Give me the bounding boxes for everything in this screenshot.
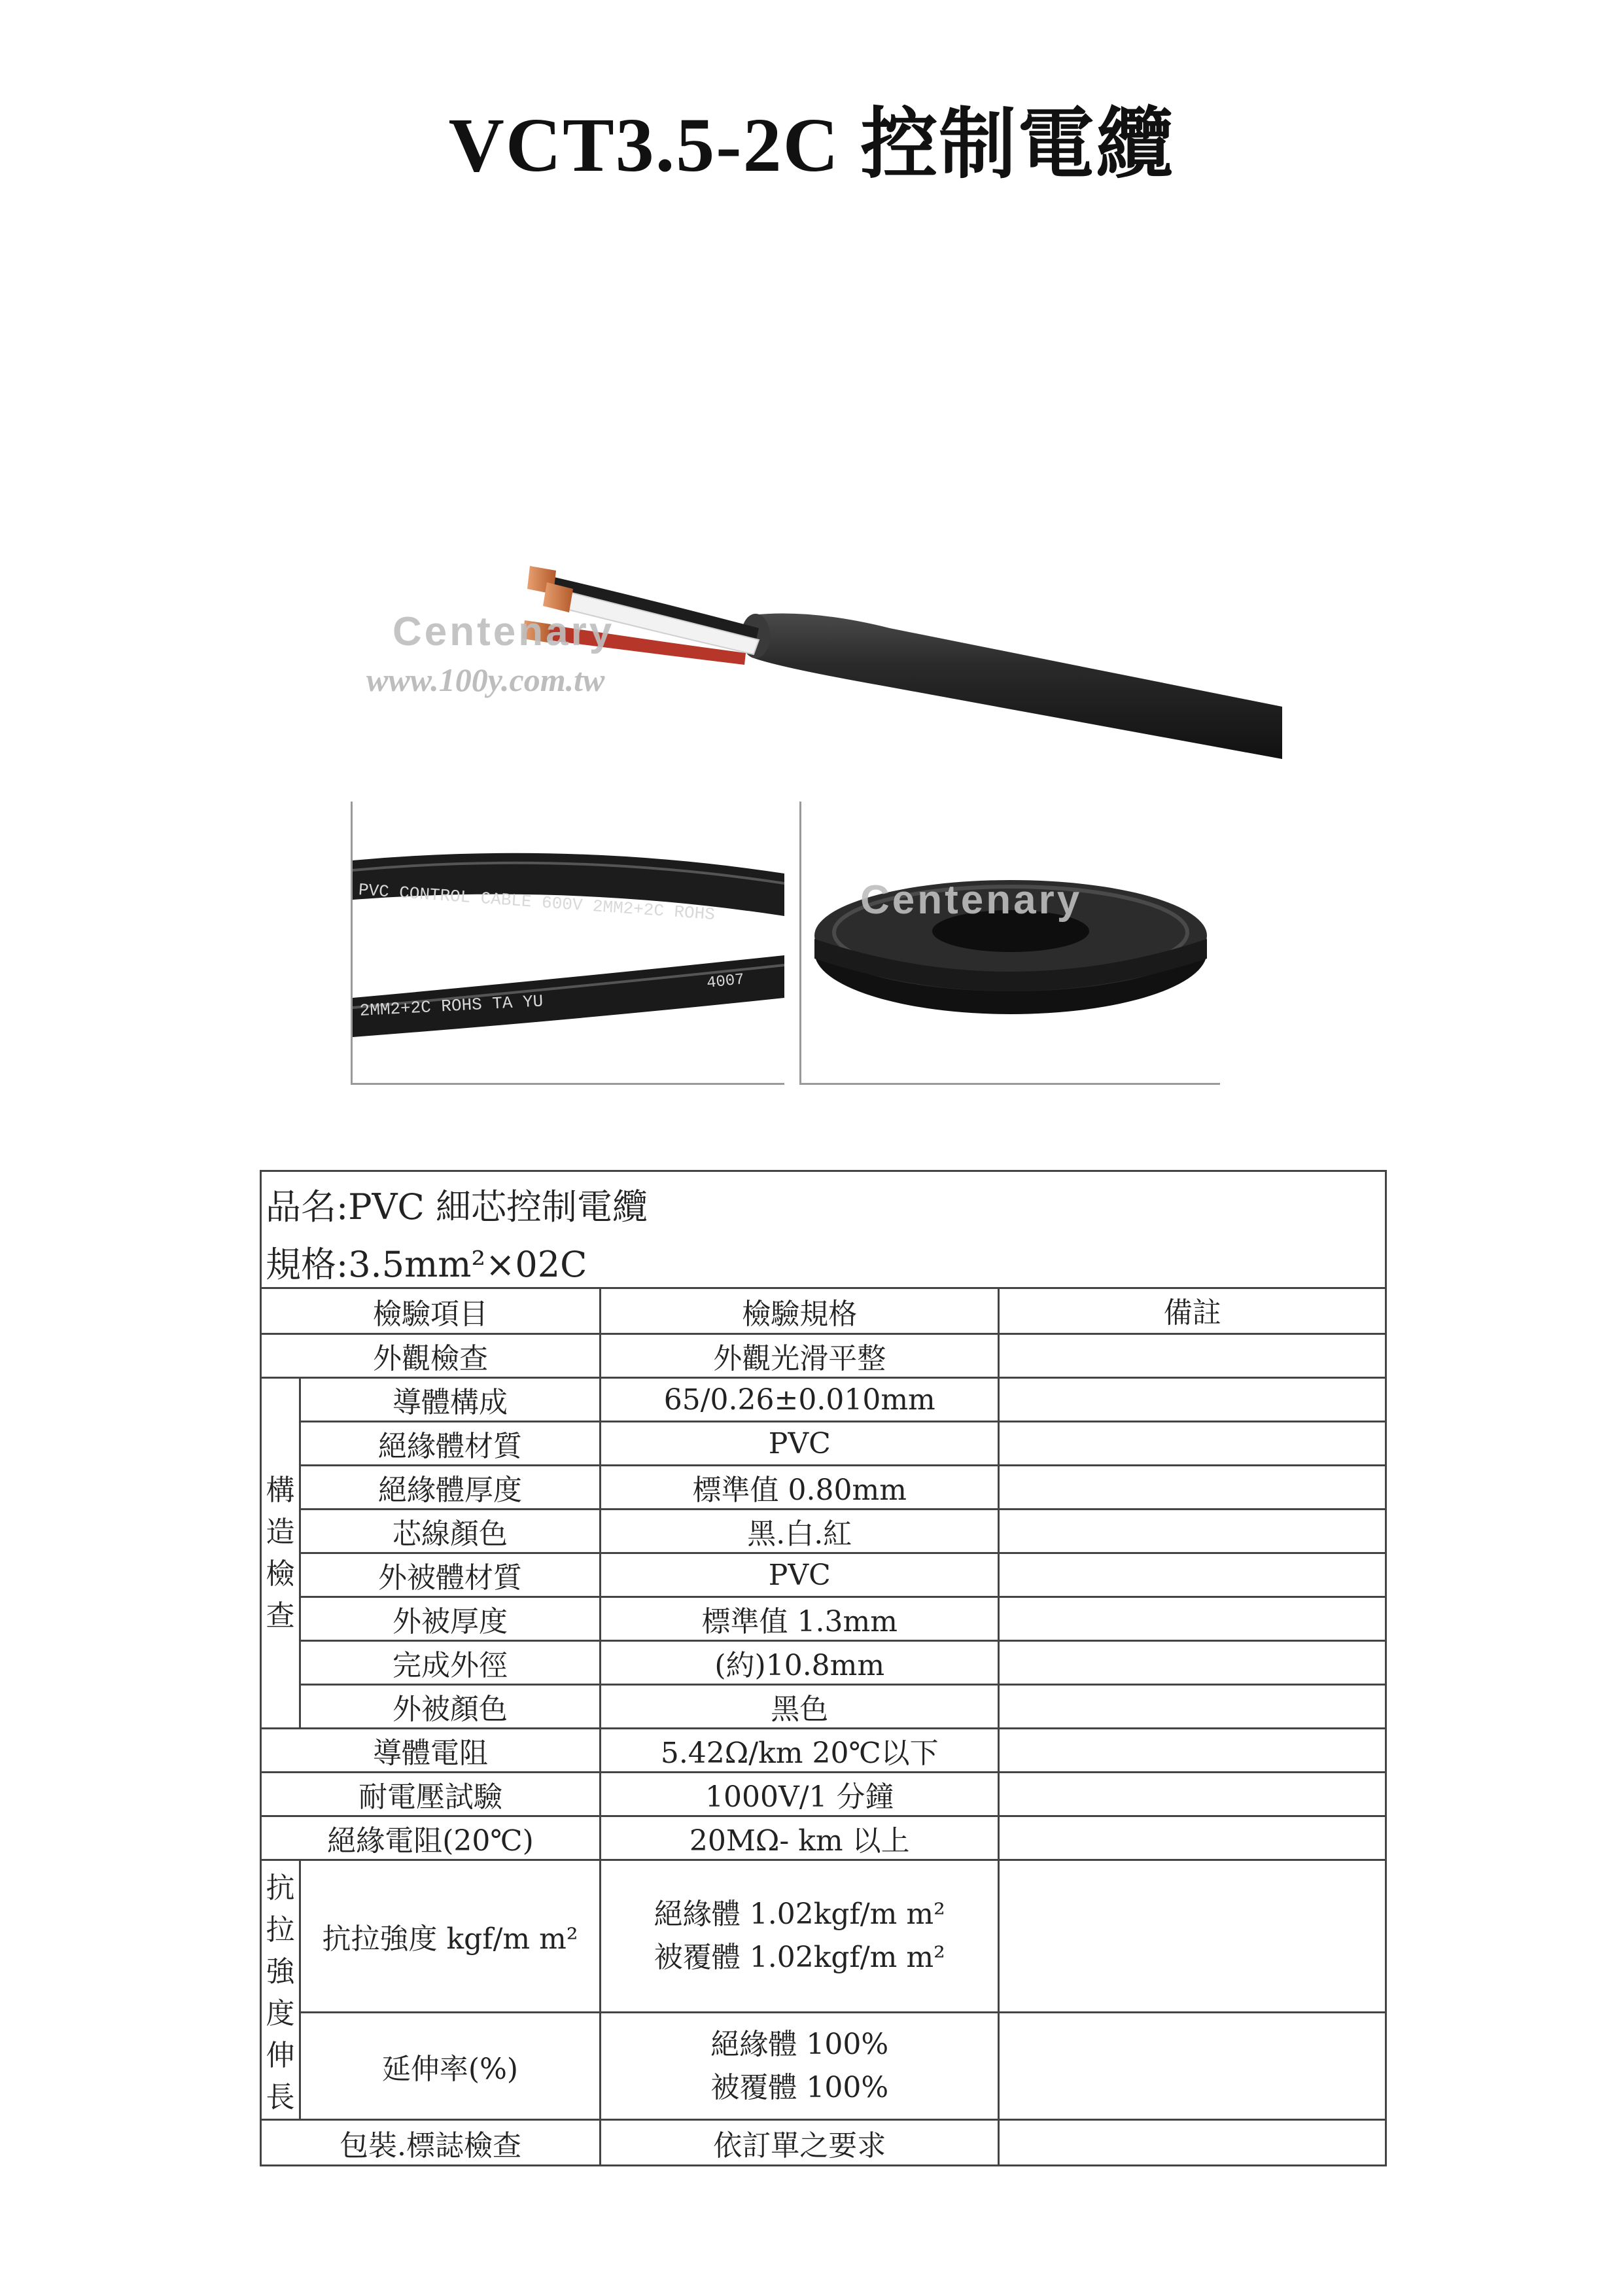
- table-row: [261, 1378, 1386, 1422]
- product-name-row: [261, 1171, 1386, 1237]
- row-note: [999, 1641, 1386, 1685]
- table-row: [261, 2120, 1386, 2166]
- row-spec: 1000V/1 分鐘: [601, 1773, 999, 1816]
- row-item: 延伸率(%): [300, 2013, 600, 2120]
- table-row: [261, 1729, 1386, 1773]
- col-header-spec: 檢驗規格: [601, 1288, 999, 1334]
- table-row: [261, 1685, 1386, 1729]
- row-note: [999, 1466, 1386, 1510]
- row-spec: 標準值 0.80mm: [601, 1466, 999, 1510]
- cable-end-photo: [353, 537, 1282, 772]
- cable-print-text-3: 4007: [706, 970, 746, 993]
- row-spec: 黑.白.紅: [601, 1510, 999, 1553]
- table-header-row: [261, 1288, 1386, 1334]
- cable-coil-photo: [799, 802, 1220, 1085]
- row-item: 包裝.標誌檢查: [261, 2120, 601, 2166]
- row-note: [999, 1334, 1386, 1378]
- table-row: [261, 1597, 1386, 1641]
- row-item: 絕緣體厚度: [300, 1466, 600, 1510]
- cable-print-text-1: PVC CONTROL CABLE 600V 2MM2+2C ROHS: [357, 880, 716, 925]
- table-row: [261, 1553, 1386, 1597]
- tensile-group-label: 抗 拉 強 度 伸 長: [261, 1860, 300, 2120]
- row-note: [999, 1597, 1386, 1641]
- watermark-url-1: www.100y.com.tw: [366, 662, 605, 698]
- row-item: 導體電阻: [261, 1729, 601, 1773]
- row-item: 導體構成: [300, 1378, 600, 1422]
- spec-line: 規格:3.5mm²×02C: [261, 1237, 1386, 1288]
- col-header-item: 檢驗項目: [261, 1288, 601, 1334]
- watermark-brand-1: Centenary: [393, 609, 615, 654]
- spec-line-row: [261, 1237, 1386, 1288]
- row-spec: PVC: [601, 1553, 999, 1597]
- product-name: 品名:PVC 細芯控制電纜: [261, 1171, 1386, 1237]
- watermark-brand-2: Centenary: [860, 877, 1083, 923]
- page-title: VCT3.5-2C 控制電纜: [448, 102, 1175, 188]
- row-note: [999, 1378, 1386, 1422]
- table-row: [261, 2013, 1386, 2120]
- table-row: [261, 1466, 1386, 1510]
- row-spec: 外觀光滑平整: [601, 1334, 999, 1378]
- row-item: 外被顏色: [300, 1685, 600, 1729]
- row-item: 完成外徑: [300, 1641, 600, 1685]
- table-row: [261, 1816, 1386, 1860]
- row-spec: 標準值 1.3mm: [601, 1597, 999, 1641]
- row-note: [999, 1510, 1386, 1553]
- row-item: 外被厚度: [300, 1597, 600, 1641]
- row-item: 外觀檢查: [261, 1334, 601, 1378]
- cable-print-photo: [351, 802, 784, 1085]
- col-header-note: 備註: [999, 1288, 1386, 1334]
- row-item: 外被體材質: [300, 1553, 600, 1597]
- row-note: [999, 1816, 1386, 1860]
- table-row: [261, 1510, 1386, 1553]
- table-row: [261, 1860, 1386, 2013]
- row-note: [999, 1422, 1386, 1466]
- row-spec: 65/0.26±0.010mm: [601, 1378, 999, 1422]
- table-row: [261, 1334, 1386, 1378]
- row-note: [999, 1553, 1386, 1597]
- row-spec: 依訂單之要求: [601, 2120, 999, 2166]
- row-note: [999, 1860, 1386, 2013]
- cable-print-illustration: [353, 802, 784, 1083]
- row-note: [999, 1773, 1386, 1816]
- row-note: [999, 2120, 1386, 2166]
- row-spec: 絕緣體 1.02kgf/m m² 被覆體 1.02kgf/m m²: [601, 1860, 999, 2013]
- structure-group-label: 構 造 檢 查: [261, 1378, 300, 1729]
- row-item: 絕緣電阻(20℃): [261, 1816, 601, 1860]
- row-note: [999, 1729, 1386, 1773]
- cable-coil-illustration: [801, 802, 1220, 1083]
- row-note: [999, 2013, 1386, 2120]
- spec-table: [260, 1170, 1387, 2166]
- row-spec: PVC: [601, 1422, 999, 1466]
- row-item: 耐電壓試驗: [261, 1773, 601, 1816]
- row-spec: 絕緣體 100% 被覆體 100%: [601, 2013, 999, 2120]
- row-item: 抗拉強度 kgf/m m²: [300, 1860, 600, 2013]
- row-note: [999, 1685, 1386, 1729]
- cable-print-text-2: 2MM2+2C ROHS TA YU: [359, 991, 544, 1021]
- row-spec: (約)10.8mm: [601, 1641, 999, 1685]
- table-row: [261, 1422, 1386, 1466]
- row-item: 絕緣體材質: [300, 1422, 600, 1466]
- row-item: 芯線顏色: [300, 1510, 600, 1553]
- table-row: [261, 1773, 1386, 1816]
- row-spec: 5.42Ω/km 20℃以下: [601, 1729, 999, 1773]
- row-spec: 黑色: [601, 1685, 999, 1729]
- table-row: [261, 1641, 1386, 1685]
- row-spec: 20MΩ- km 以上: [601, 1816, 999, 1860]
